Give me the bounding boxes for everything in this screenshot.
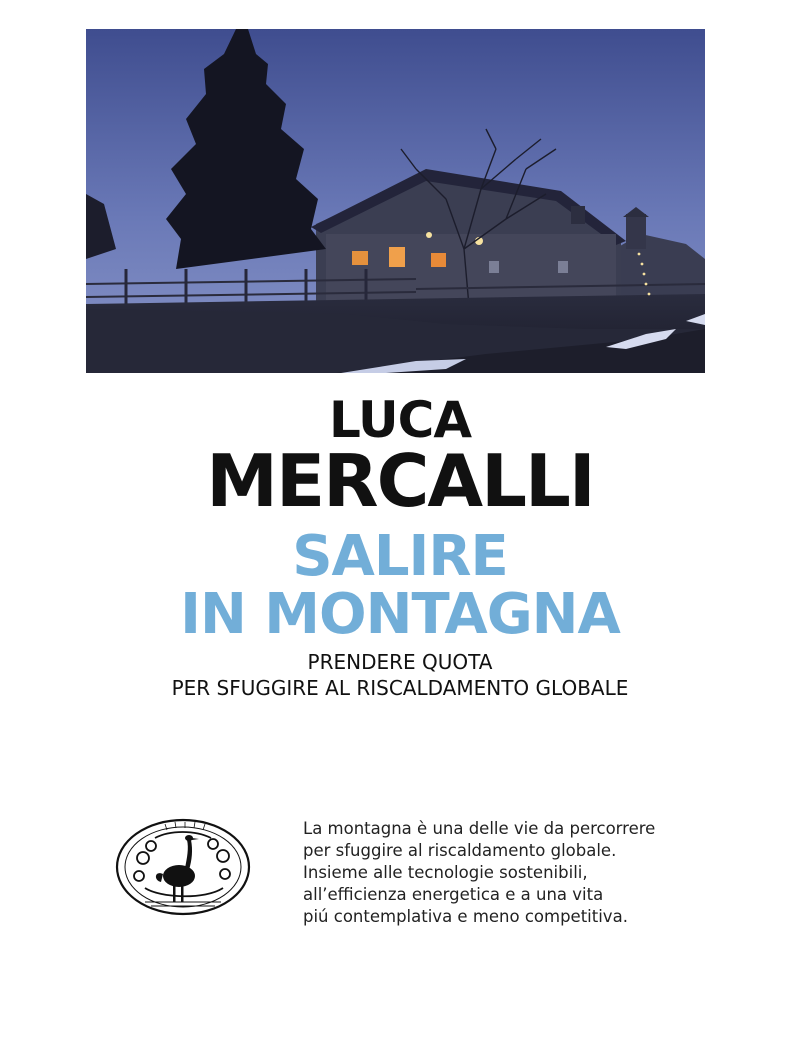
blurb-line-4: all’efficienza energetica e a una vita	[303, 885, 604, 904]
blurb-line-2: per sfuggire al riscaldamento globale.	[303, 841, 617, 860]
book-title-line-2: IN MONTAGNA	[180, 582, 620, 647]
blurb-line-1: La montagna è una delle vie da percorrere	[303, 819, 656, 838]
subtitle-line-1: PRENDERE QUOTA	[307, 650, 493, 674]
blurb-line-5: piú contemplativa e meno competitiva.	[303, 907, 628, 926]
blurb-line-3: Insieme alle tecnologie sostenibili,	[303, 863, 588, 882]
author-last-name: MERCALLI	[206, 439, 594, 523]
cover-photo	[86, 29, 705, 373]
back-blurb	[303, 818, 723, 928]
subtitle-line-2: PER SFUGGIRE AL RISCALDAMENTO GLOBALE	[171, 676, 629, 700]
ostrich-seal-icon	[115, 818, 251, 916]
author-first-name: LUCA	[328, 391, 472, 449]
book-title-line-1: SALIRE	[292, 524, 508, 589]
